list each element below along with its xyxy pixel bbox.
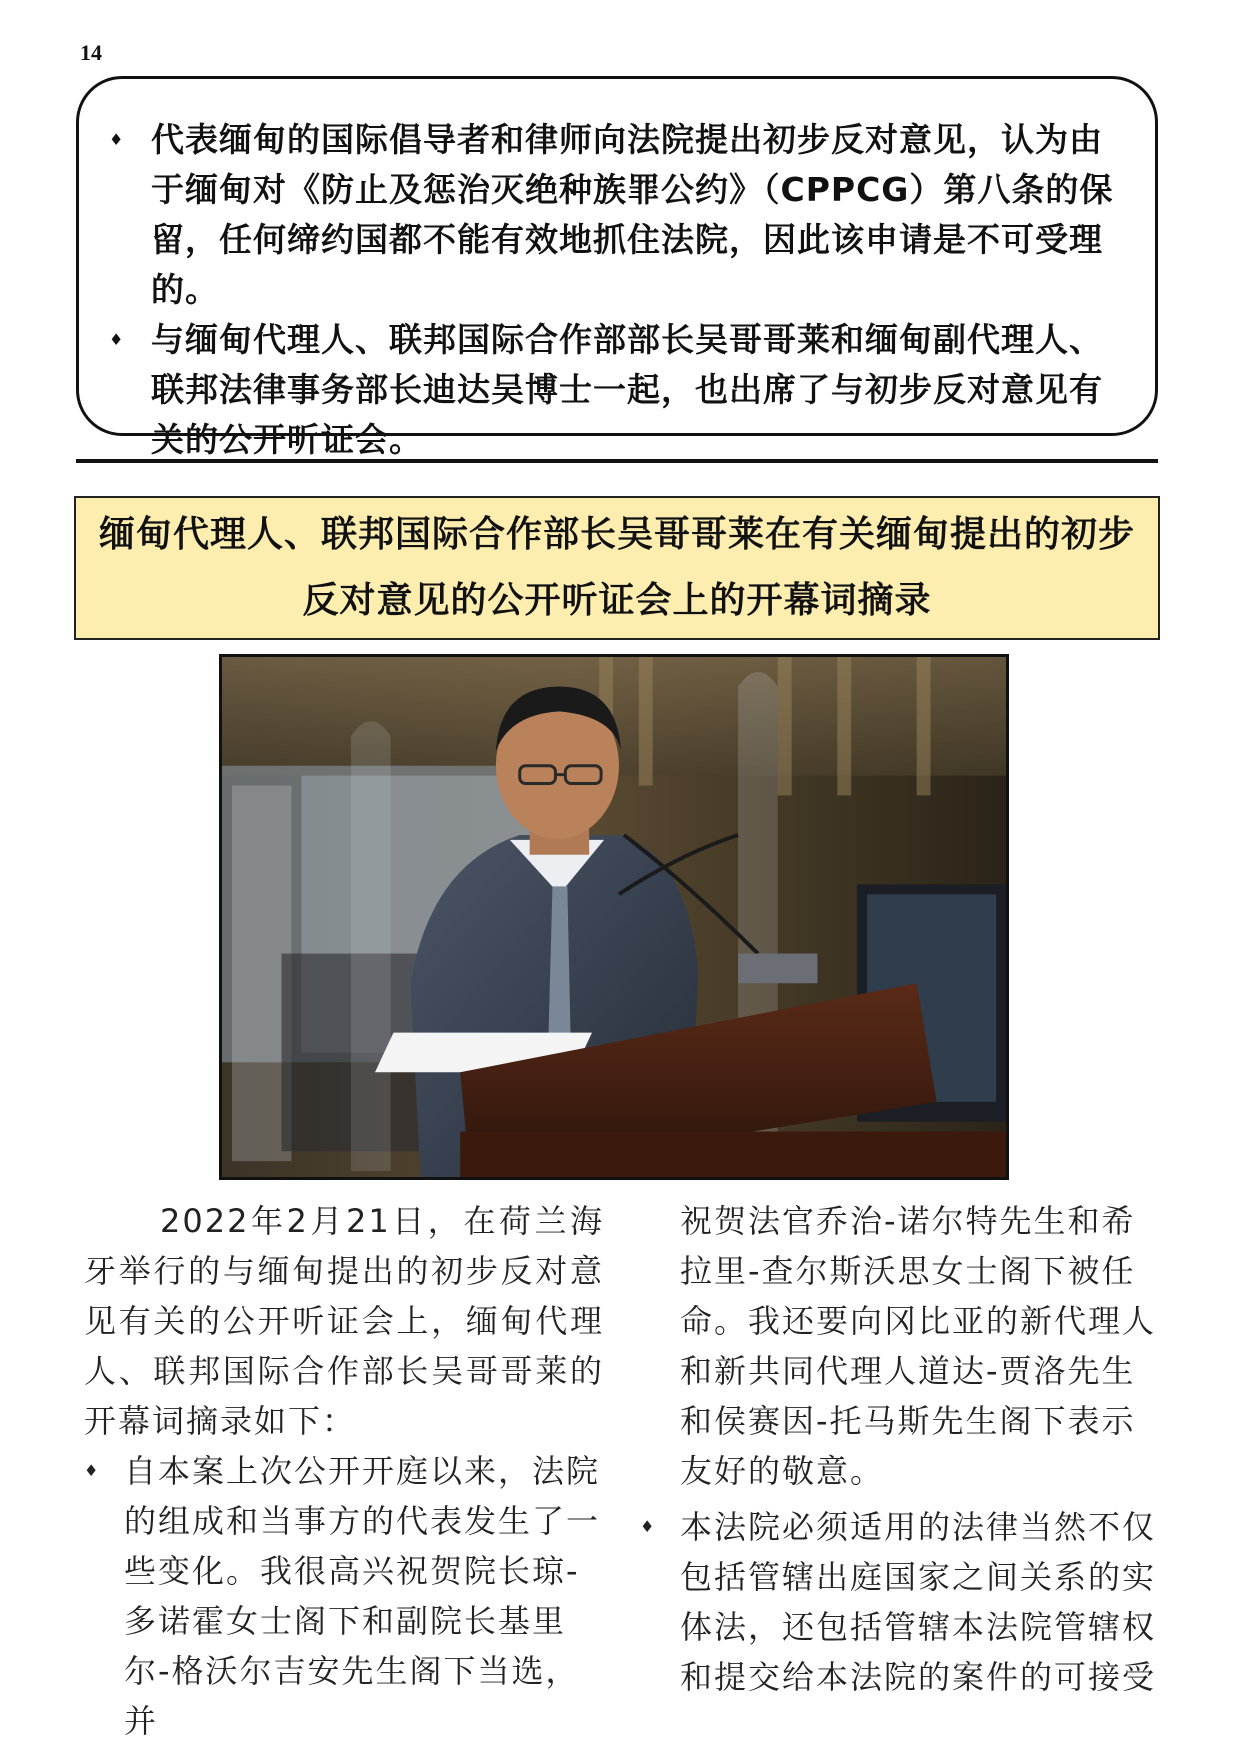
- page-number: 14: [80, 40, 102, 65]
- body-bullet-text: 自本案上次公开开庭以来，法院的组成和当事方的代表发生了一些变化。我很高兴祝贺院长琼-多诺霍女士阁下和副院长基里尔-格沃尔吉安先生阁下当选，并: [124, 1452, 601, 1740]
- summary-box: [76, 76, 1158, 459]
- summary-item: [99, 115, 1125, 315]
- body-bullet-text: 本法院必须适用的法律当然不仅包括管辖出庭国家之间关系的实体法，还包括管辖本法院管辖权和提交给本法院的案件的可接受: [680, 1508, 1157, 1696]
- section-title: 缅甸代理人、联邦国际合作部长吴哥哥莱在有关缅甸提出的初步反对意见的公开听证会上的开幕词摘录: [98, 514, 1135, 621]
- speaker-photo: [219, 654, 1009, 1180]
- text-column-right: [640, 1196, 1160, 1702]
- diamond-bullet-icon: ♦: [109, 130, 125, 149]
- intro-paragraph: 2022年2月21日，在荷兰海牙举行的与缅甸提出的初步反对意见有关的公开听证会上，缅甸代理人、联邦国际合作部长吴哥哥莱的开幕词摘录如下：: [84, 1202, 604, 1440]
- diamond-bullet-icon: ♦: [109, 330, 125, 349]
- speaker-photo-illustration: [222, 657, 1006, 1177]
- text-column-left: [84, 1196, 604, 1746]
- body-bullet-continuation: [640, 1196, 1160, 1496]
- section-divider: [76, 459, 1158, 463]
- diamond-bullet-icon: ♦: [84, 1461, 101, 1480]
- diamond-bullet-icon: ♦: [640, 1517, 657, 1536]
- section-title-box: [74, 496, 1160, 640]
- body-bullet-text: 祝贺法官乔治-诺尔特先生和希拉里-查尔斯沃思女士阁下被任命。我还要向冈比亚的新代理人和新共同代理人道达-贾洛先生和侯赛因-托马斯先生阁下表示友好的敬意。: [680, 1202, 1157, 1490]
- body-bullet-item: [640, 1502, 1160, 1702]
- summary-item-text: 代表缅甸的国际倡导者和律师向法院提出初步反对意见，认为由于缅甸对《防止及惩治灭绝种族罪公约》（CPPCG）第八条的保留，任何缔约国都不能有效地抓住法院，因此该申请是不可受理的。: [151, 120, 1114, 309]
- summary-item-text: 与缅甸代理人、联邦国际合作部部长吴哥哥莱和缅甸副代理人、联邦法律事务部长迪达吴博士一起，也出席了与初步反对意见有关的公开听证会。: [151, 320, 1103, 459]
- summary-item: [99, 315, 1125, 465]
- body-bullet-item: [84, 1446, 604, 1746]
